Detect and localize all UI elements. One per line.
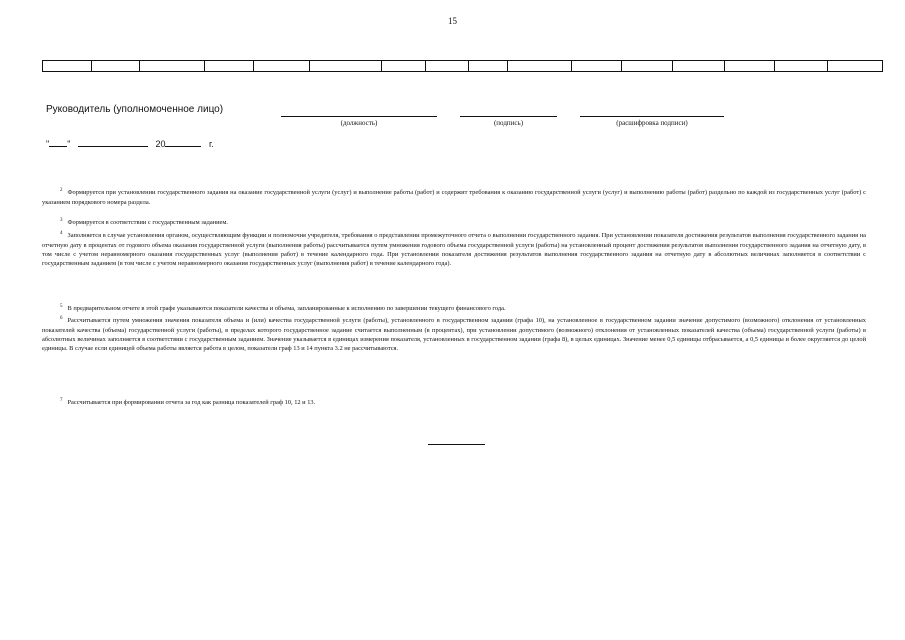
- day-blank: [49, 138, 67, 147]
- month-blank: [78, 138, 148, 147]
- footnote-number: 5: [60, 304, 63, 309]
- name-caption: (расшифровка подписи): [616, 119, 688, 127]
- footnote-text: Рассчитывается при формировании отчета за год как разница показателей граф 10, 12 и 13.: [67, 399, 316, 407]
- footnote-text: Формируется при установлении государственного задания на оказание государственной услуги (услуг) и выполнение работы (работ) и содержит требования к оказанию государственной услуги (услуг) и выполнению работы (работ) раздельно по каждой из государственных услуг (работ) с указанием порядкового номера раздела.: [42, 189, 866, 206]
- name-line: [580, 116, 724, 117]
- footnote-text: Рассчитывается путем умножения значения показателя объема и (или) качества государственной услуги (работы), установленного в государственном задании (графа 10), на установленное в государственном задании значение допустимого (возможного) отклонения от установленных показателей качества (объема) государственной услуги (работы), в пределах которого государственное задание считается выполненным (в процентах), при установлении допустимого (возможного) отклонения от установленных показателей качества (объема) государственной услуги (работы) в абсолютных величинах заполняется в соответствии с государственным заданием. Значение указывается в единицах измерения показателя, установленных в государственном задании (графа 8), в целых единицах. Значение менее 0,5 единицы отбрасывается, а 0,5 единицы и более округляется до целой единицы. В случае если единицей объема работы является работа в целом, показатели граф 13 и 14 пункта 3.2 не рассчитываются.: [42, 317, 866, 353]
- footnote-7: [42, 396, 866, 408]
- position-caption: (должность): [340, 119, 378, 127]
- footnote-3: [42, 216, 866, 228]
- quote-open: ": [46, 139, 50, 149]
- year-blank: [165, 138, 201, 147]
- date-line: [46, 138, 214, 149]
- year-suffix: г.: [208, 139, 214, 149]
- footnote-6: [42, 314, 866, 354]
- footnote-number: 7: [60, 398, 63, 403]
- signature-caption: (подпись): [493, 119, 524, 127]
- footnote-text: Формируется в соответствии с государственным заданием.: [67, 219, 228, 227]
- footnote-2: [42, 186, 866, 207]
- closing-rule: [428, 444, 485, 445]
- footnote-number: 6: [60, 316, 63, 321]
- footnote-number: 3: [60, 218, 63, 223]
- footnote-5: [42, 302, 866, 314]
- page-number: 15: [448, 16, 457, 26]
- year-prefix: 20: [155, 139, 166, 149]
- position-line: [281, 116, 437, 117]
- footnote-number: 4: [60, 231, 63, 236]
- signature-label: Руководитель (уполномоченное лицо): [46, 104, 224, 115]
- footnote-number: 2: [60, 188, 63, 193]
- quote-close: ": [67, 139, 71, 149]
- footnote-4: [42, 229, 866, 269]
- table-fragment: [42, 60, 883, 72]
- footnote-text: Заполняется в случае установления органом, осуществляющим функции и полномочия учредителя, требования о представлении промежуточного отчета о выполнении государственного задания. При установлении показателя достижения результатов выполнения государственного задания на отчетную дату в процентах от годового объема оказания государственной услуги (выполнения работы) рассчитывается путем умножения годового объема государственной услуги (работы) на установленный процент достижения результатов выполнения государственного задания на отчетную дату, в том числе с учетом неравномерного оказания государственных услуг (выполнения работ) в течение календарного года. При установлении показателя достижения результатов выполнения государственного задания на отчетную дату в абсолютных величинах заполняется в соответствии с государственным заданием (в том числе с учетом неравномерного оказания государственных услуг (выполнения работ) в течение календарного года).: [42, 232, 866, 268]
- signature-line: [460, 116, 557, 117]
- footnote-text: В предварительном отчете в этой графе указываются показатели качества и объема, запланированные к исполнению по завершении текущего финансового года.: [67, 305, 506, 313]
